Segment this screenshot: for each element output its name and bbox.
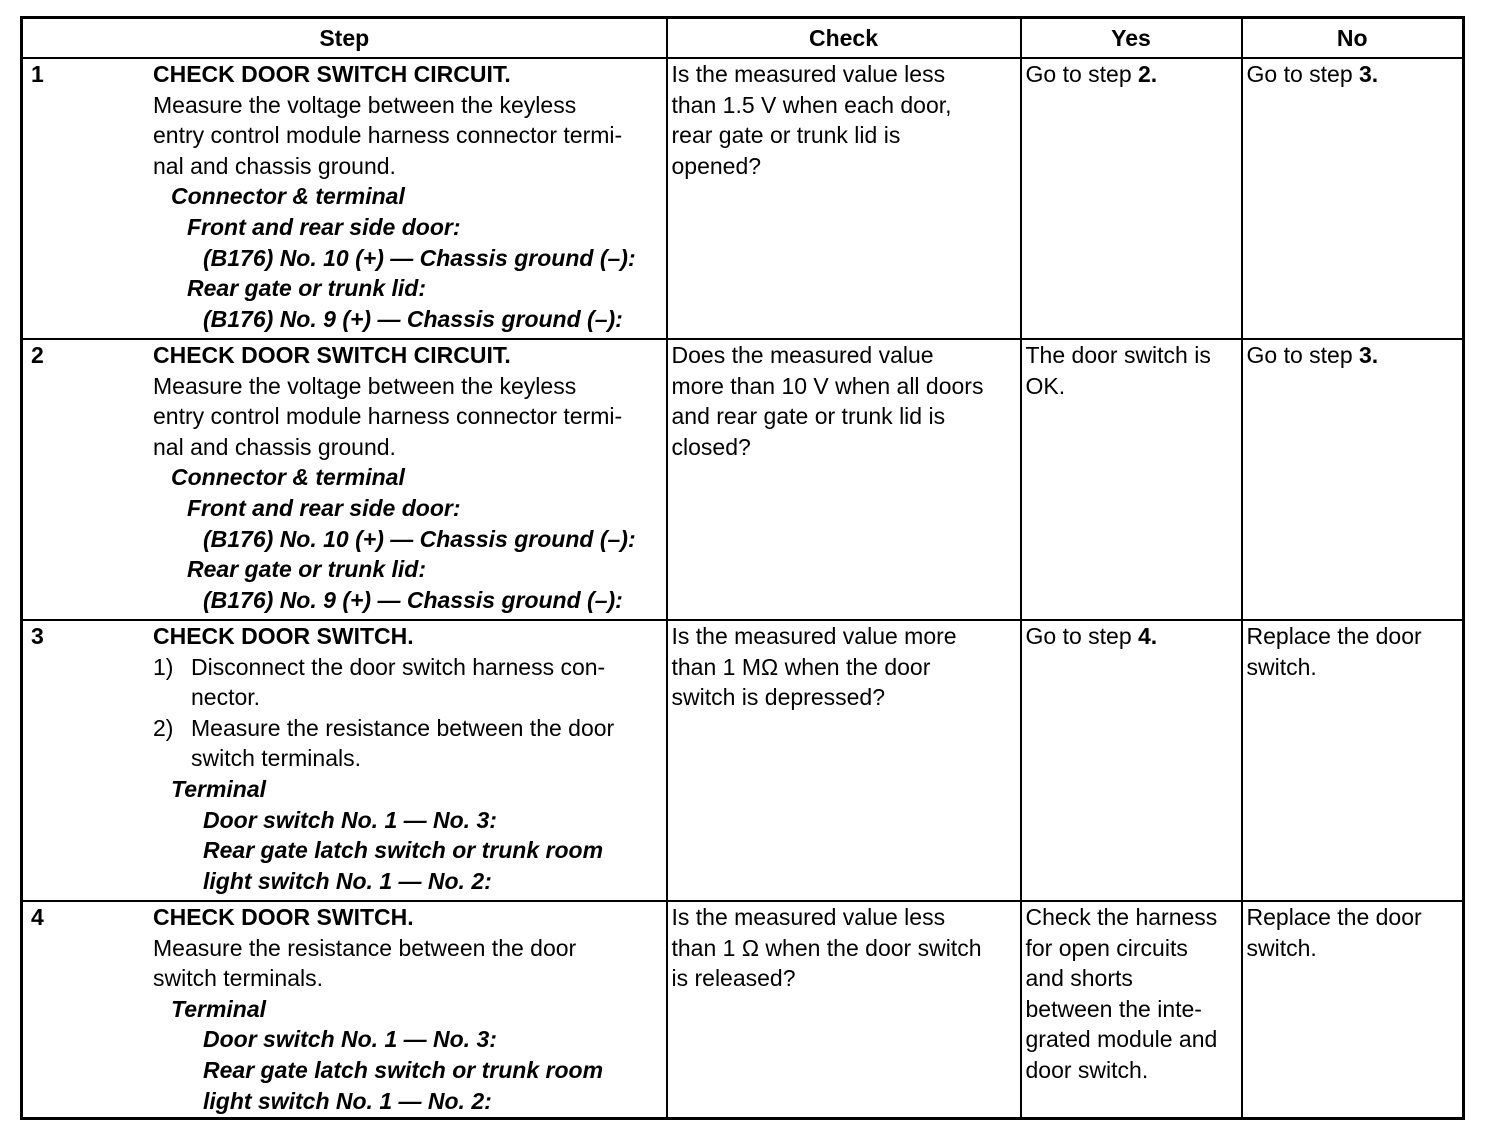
table-header-row bbox=[22, 18, 1464, 59]
check-text: more than 10 V when all doors bbox=[671, 372, 984, 399]
spec-value: (B176) No. 10 (+) — Chassis ground (–): bbox=[203, 244, 636, 271]
check-text: Is the measured value more bbox=[671, 623, 957, 649]
step-text: switch terminals. bbox=[153, 965, 323, 992]
spec-subheading: Front and rear side door: bbox=[187, 494, 461, 521]
step-cell bbox=[22, 901, 667, 1119]
yes-cell bbox=[1021, 901, 1242, 1119]
yes-text: and shorts bbox=[1025, 965, 1133, 992]
yes-text: Go to step bbox=[1025, 623, 1139, 649]
spec-label: Terminal bbox=[171, 995, 267, 1022]
check-text: Is the measured value less bbox=[671, 904, 946, 930]
check-text: Is the measured value less bbox=[671, 61, 946, 87]
step-number: 1 bbox=[31, 61, 44, 87]
no-text: Replace the door bbox=[1246, 904, 1422, 930]
check-text: than 1 MΩ when the door bbox=[671, 653, 931, 680]
list-text: switch terminals. bbox=[191, 745, 361, 772]
yes-cell bbox=[1021, 339, 1242, 620]
header-no: No bbox=[1242, 18, 1464, 59]
spec-subheading: Rear gate or trunk lid: bbox=[187, 275, 426, 302]
step-text: Measure the resistance between the door bbox=[153, 934, 577, 961]
list-text: Measure the resistance between the door bbox=[191, 714, 615, 741]
header-step: Step bbox=[22, 18, 667, 59]
step-title: CHECK DOOR SWITCH CIRCUIT. bbox=[153, 342, 511, 368]
spec-value: Door switch No. 1 — No. 3: bbox=[203, 806, 497, 833]
header-yes: Yes bbox=[1021, 18, 1242, 59]
yes-text: door switch. bbox=[1025, 1056, 1149, 1083]
no-cell bbox=[1242, 58, 1464, 339]
header-check: Check bbox=[667, 18, 1021, 59]
check-text: Does the measured value bbox=[671, 342, 934, 368]
table-row bbox=[22, 339, 1464, 620]
spec-label: Connector & terminal bbox=[171, 464, 405, 491]
spec-value: Rear gate latch switch or trunk room bbox=[203, 837, 604, 864]
check-text: than 1 Ω when the door switch bbox=[671, 934, 982, 961]
yes-text: OK. bbox=[1025, 372, 1066, 399]
list-text: Disconnect the door switch harness con- bbox=[191, 653, 606, 680]
list-marker: 2) bbox=[153, 714, 174, 741]
list-item bbox=[153, 713, 662, 774]
yes-text: grated module and bbox=[1025, 1026, 1218, 1053]
yes-text: Go to step bbox=[1025, 61, 1139, 87]
no-step-ref: 3. bbox=[1359, 61, 1379, 87]
step-title: CHECK DOOR SWITCH. bbox=[153, 623, 414, 649]
spec-value: (B176) No. 9 (+) — Chassis ground (–): bbox=[203, 305, 623, 332]
check-cell bbox=[667, 58, 1021, 339]
no-step-ref: 3. bbox=[1359, 342, 1379, 368]
spec-value: (B176) No. 10 (+) — Chassis ground (–): bbox=[203, 525, 636, 552]
step-title: CHECK DOOR SWITCH CIRCUIT. bbox=[153, 61, 511, 87]
spec-subheading: Rear gate or trunk lid: bbox=[187, 556, 426, 583]
table-row bbox=[22, 58, 1464, 339]
no-text: switch. bbox=[1246, 934, 1317, 961]
no-text: Go to step bbox=[1246, 61, 1360, 87]
spec-subheading: Front and rear side door: bbox=[187, 213, 461, 240]
diagnostic-table bbox=[20, 16, 1465, 1120]
list-text: nector. bbox=[191, 684, 261, 711]
check-text: rear gate or trunk lid is bbox=[671, 122, 901, 149]
table-row bbox=[22, 901, 1464, 1119]
yes-cell bbox=[1021, 58, 1242, 339]
check-text: than 1.5 V when each door, bbox=[671, 91, 952, 118]
no-text: Go to step bbox=[1246, 342, 1360, 368]
spec-value: light switch No. 1 — No. 2: bbox=[203, 867, 492, 894]
check-cell bbox=[667, 620, 1021, 901]
check-text: is released? bbox=[671, 965, 796, 992]
no-cell bbox=[1242, 339, 1464, 620]
list-item bbox=[153, 652, 662, 713]
yes-step-ref: 2. bbox=[1138, 61, 1158, 87]
step-cell bbox=[22, 58, 667, 339]
check-text: opened? bbox=[671, 152, 762, 179]
spec-value: (B176) No. 9 (+) — Chassis ground (–): bbox=[203, 586, 623, 613]
step-title: CHECK DOOR SWITCH. bbox=[153, 904, 414, 930]
no-text: Replace the door bbox=[1246, 623, 1422, 649]
step-text: Measure the voltage between the keyless bbox=[153, 91, 577, 118]
check-text: and rear gate or trunk lid is bbox=[671, 403, 946, 430]
step-cell bbox=[22, 339, 667, 620]
spec-value: light switch No. 1 — No. 2: bbox=[203, 1087, 492, 1114]
step-text: entry control module harness connector termi- bbox=[153, 403, 623, 430]
check-cell bbox=[667, 339, 1021, 620]
spec-value: Rear gate latch switch or trunk room bbox=[203, 1056, 604, 1083]
table-row bbox=[22, 620, 1464, 901]
yes-cell bbox=[1021, 620, 1242, 901]
check-text: closed? bbox=[671, 433, 751, 460]
spec-label: Connector & terminal bbox=[171, 183, 405, 210]
yes-text: for open circuits bbox=[1025, 934, 1188, 961]
no-cell bbox=[1242, 620, 1464, 901]
spec-label: Terminal bbox=[171, 775, 267, 802]
check-cell bbox=[667, 901, 1021, 1119]
step-cell bbox=[22, 620, 667, 901]
step-text: Measure the voltage between the keyless bbox=[153, 372, 577, 399]
yes-text: The door switch is bbox=[1025, 342, 1211, 368]
step-text: nal and chassis ground. bbox=[153, 152, 396, 179]
step-number: 2 bbox=[31, 342, 44, 368]
step-text: nal and chassis ground. bbox=[153, 433, 396, 460]
list-marker: 1) bbox=[153, 653, 174, 680]
step-number: 3 bbox=[31, 623, 44, 649]
no-text: switch. bbox=[1246, 653, 1317, 680]
check-text: switch is depressed? bbox=[671, 684, 885, 711]
spec-value: Door switch No. 1 — No. 3: bbox=[203, 1026, 497, 1053]
yes-step-ref: 4. bbox=[1138, 623, 1158, 649]
step-text: entry control module harness connector termi- bbox=[153, 122, 623, 149]
no-cell bbox=[1242, 901, 1464, 1119]
yes-text: Check the harness bbox=[1025, 904, 1218, 930]
step-number: 4 bbox=[31, 904, 44, 930]
yes-text: between the inte- bbox=[1025, 995, 1202, 1022]
